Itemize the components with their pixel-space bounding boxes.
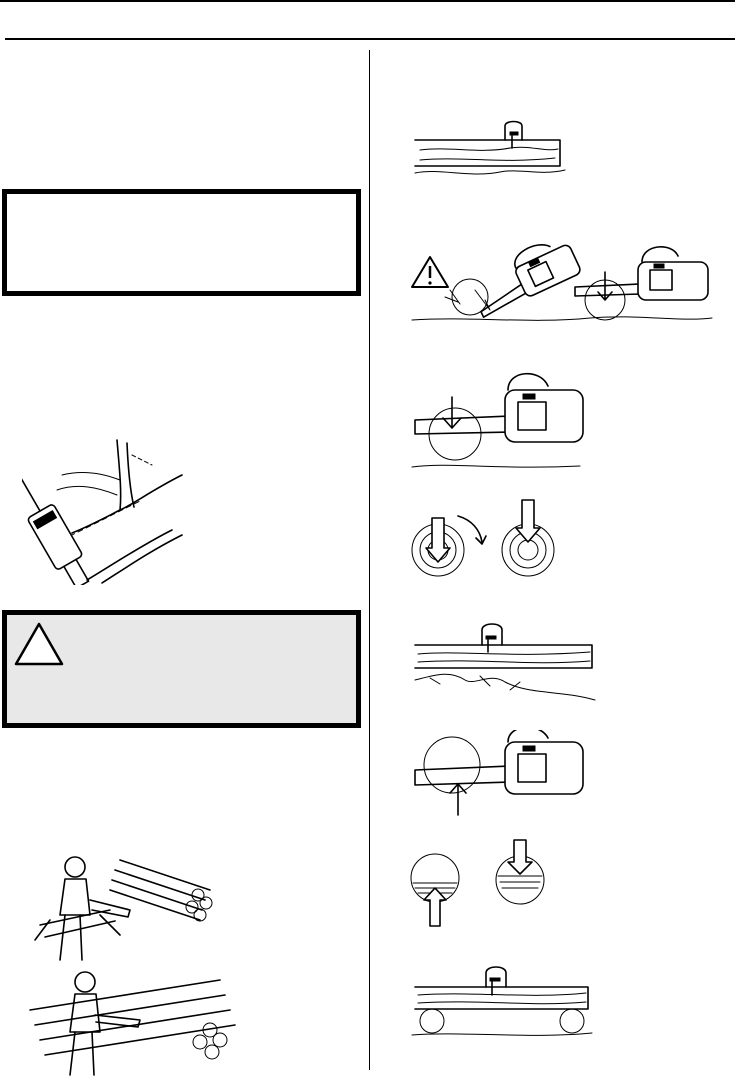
warning-box (2, 610, 361, 728)
cut-downward-figure (410, 372, 590, 472)
log-on-supports-figure (410, 965, 595, 1045)
log-on-ground-figure (410, 118, 570, 183)
note-box (2, 189, 361, 296)
kickback-vs-correct-figure (410, 232, 715, 327)
log-uneven-ground-figure (410, 620, 600, 710)
log-pile-operators-illustration (20, 855, 250, 1080)
log-cross-sections-figure (410, 838, 560, 928)
branch-cut-illustration (22, 435, 192, 585)
cut-upward-figure (410, 730, 590, 820)
warning-triangle-icon (13, 621, 65, 667)
kickback-warning-icon (412, 257, 448, 287)
column-divider (369, 50, 370, 1070)
log-rotation-figure (410, 498, 570, 583)
header-rule (5, 38, 735, 40)
top-border-line (0, 0, 735, 2)
